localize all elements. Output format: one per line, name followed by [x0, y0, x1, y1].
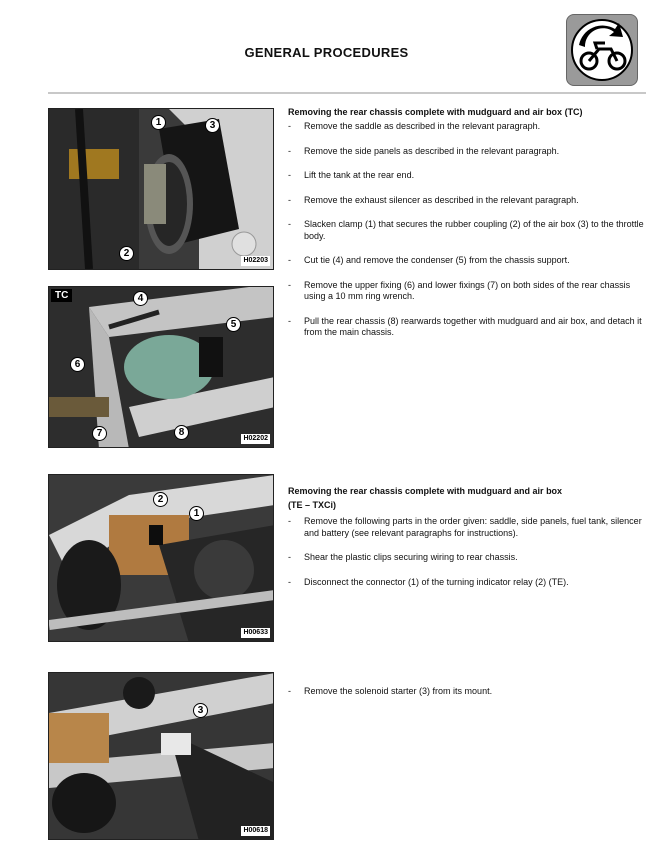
figure-code: H00618 — [243, 827, 268, 834]
header-divider — [48, 92, 646, 94]
motorcycle-wrench-icon — [566, 14, 638, 86]
list-item: - Remove the upper fixing (6) and lower fixings (7) on both sides of the rear chassis using a 10 mm ring wrench. — [288, 280, 644, 303]
callout-1: 1 — [151, 115, 166, 130]
list-item: - Slacken clamp (1) that secures the rubber coupling (2) of the air box (3) to the throttle body. — [288, 219, 644, 242]
list-item: - Remove the solenoid starter (3) from its mount. — [288, 686, 644, 698]
list-item: - Disconnect the connector (1) of the turning indicator relay (2) (TE). — [288, 577, 644, 589]
section-title-te-txci — [288, 485, 638, 511]
list-item: - Remove the following parts in the order given: saddle, side panels, fuel tank, silencer and battery (see relevant paragraphs for instructions). — [288, 516, 644, 539]
photo-air-box-clamp — [48, 108, 274, 270]
callout-7: 7 — [92, 426, 107, 441]
list-item: - Lift the tank at the rear end. — [288, 170, 644, 182]
callout-8: 8 — [174, 425, 189, 440]
callout-1: 1 — [189, 506, 204, 521]
photo-indicator-relay — [48, 474, 274, 642]
list-item: - Remove the side panels as described in the relevant paragraph. — [288, 146, 644, 158]
steps-list-solenoid — [288, 686, 644, 698]
callout-5: 5 — [226, 317, 241, 332]
steps-list-te-txci — [288, 516, 644, 588]
photo-air-box-drawing — [49, 109, 274, 270]
section-title-line-1: Removing the rear chassis complete with mudguard and air box — [288, 486, 563, 496]
callout-3: 3 — [205, 118, 220, 133]
photo-solenoid-starter-drawing — [49, 673, 274, 840]
list-item: - Shear the plastic clips securing wiring to rear chassis. — [288, 552, 644, 564]
figure-code: H02202 — [243, 435, 268, 442]
callout-6: 6 — [70, 357, 85, 372]
page-title: GENERAL PROCEDURES — [244, 45, 409, 60]
steps-list-tc — [288, 121, 644, 339]
photo-solenoid-starter — [48, 672, 274, 840]
callout-2: 2 — [119, 246, 134, 261]
figure-code: H02203 — [243, 257, 268, 264]
list-item: - Cut tie (4) and remove the condenser (5) from the chassis support. — [288, 255, 644, 267]
photo-rear-chassis-tc — [48, 286, 274, 448]
callout-2: 2 — [153, 492, 168, 507]
callout-4: 4 — [133, 291, 148, 306]
list-item: - Pull the rear chassis (8) rearwards together with mudguard and air box, and detach it from the main chassis. — [288, 316, 644, 339]
list-item: - Remove the exhaust silencer as described in the relevant paragraph. — [288, 195, 644, 207]
section-title-line-2: (TE – TXCi) — [288, 500, 337, 510]
model-badge-tc: TC — [51, 289, 72, 302]
list-item: - Remove the saddle as described in the relevant paragraph. — [288, 121, 644, 133]
callout-3: 3 — [193, 703, 208, 718]
section-title-tc: Removing the rear chassis complete with mudguard and air box (TC) — [288, 107, 583, 117]
figure-code: H00633 — [243, 629, 268, 636]
